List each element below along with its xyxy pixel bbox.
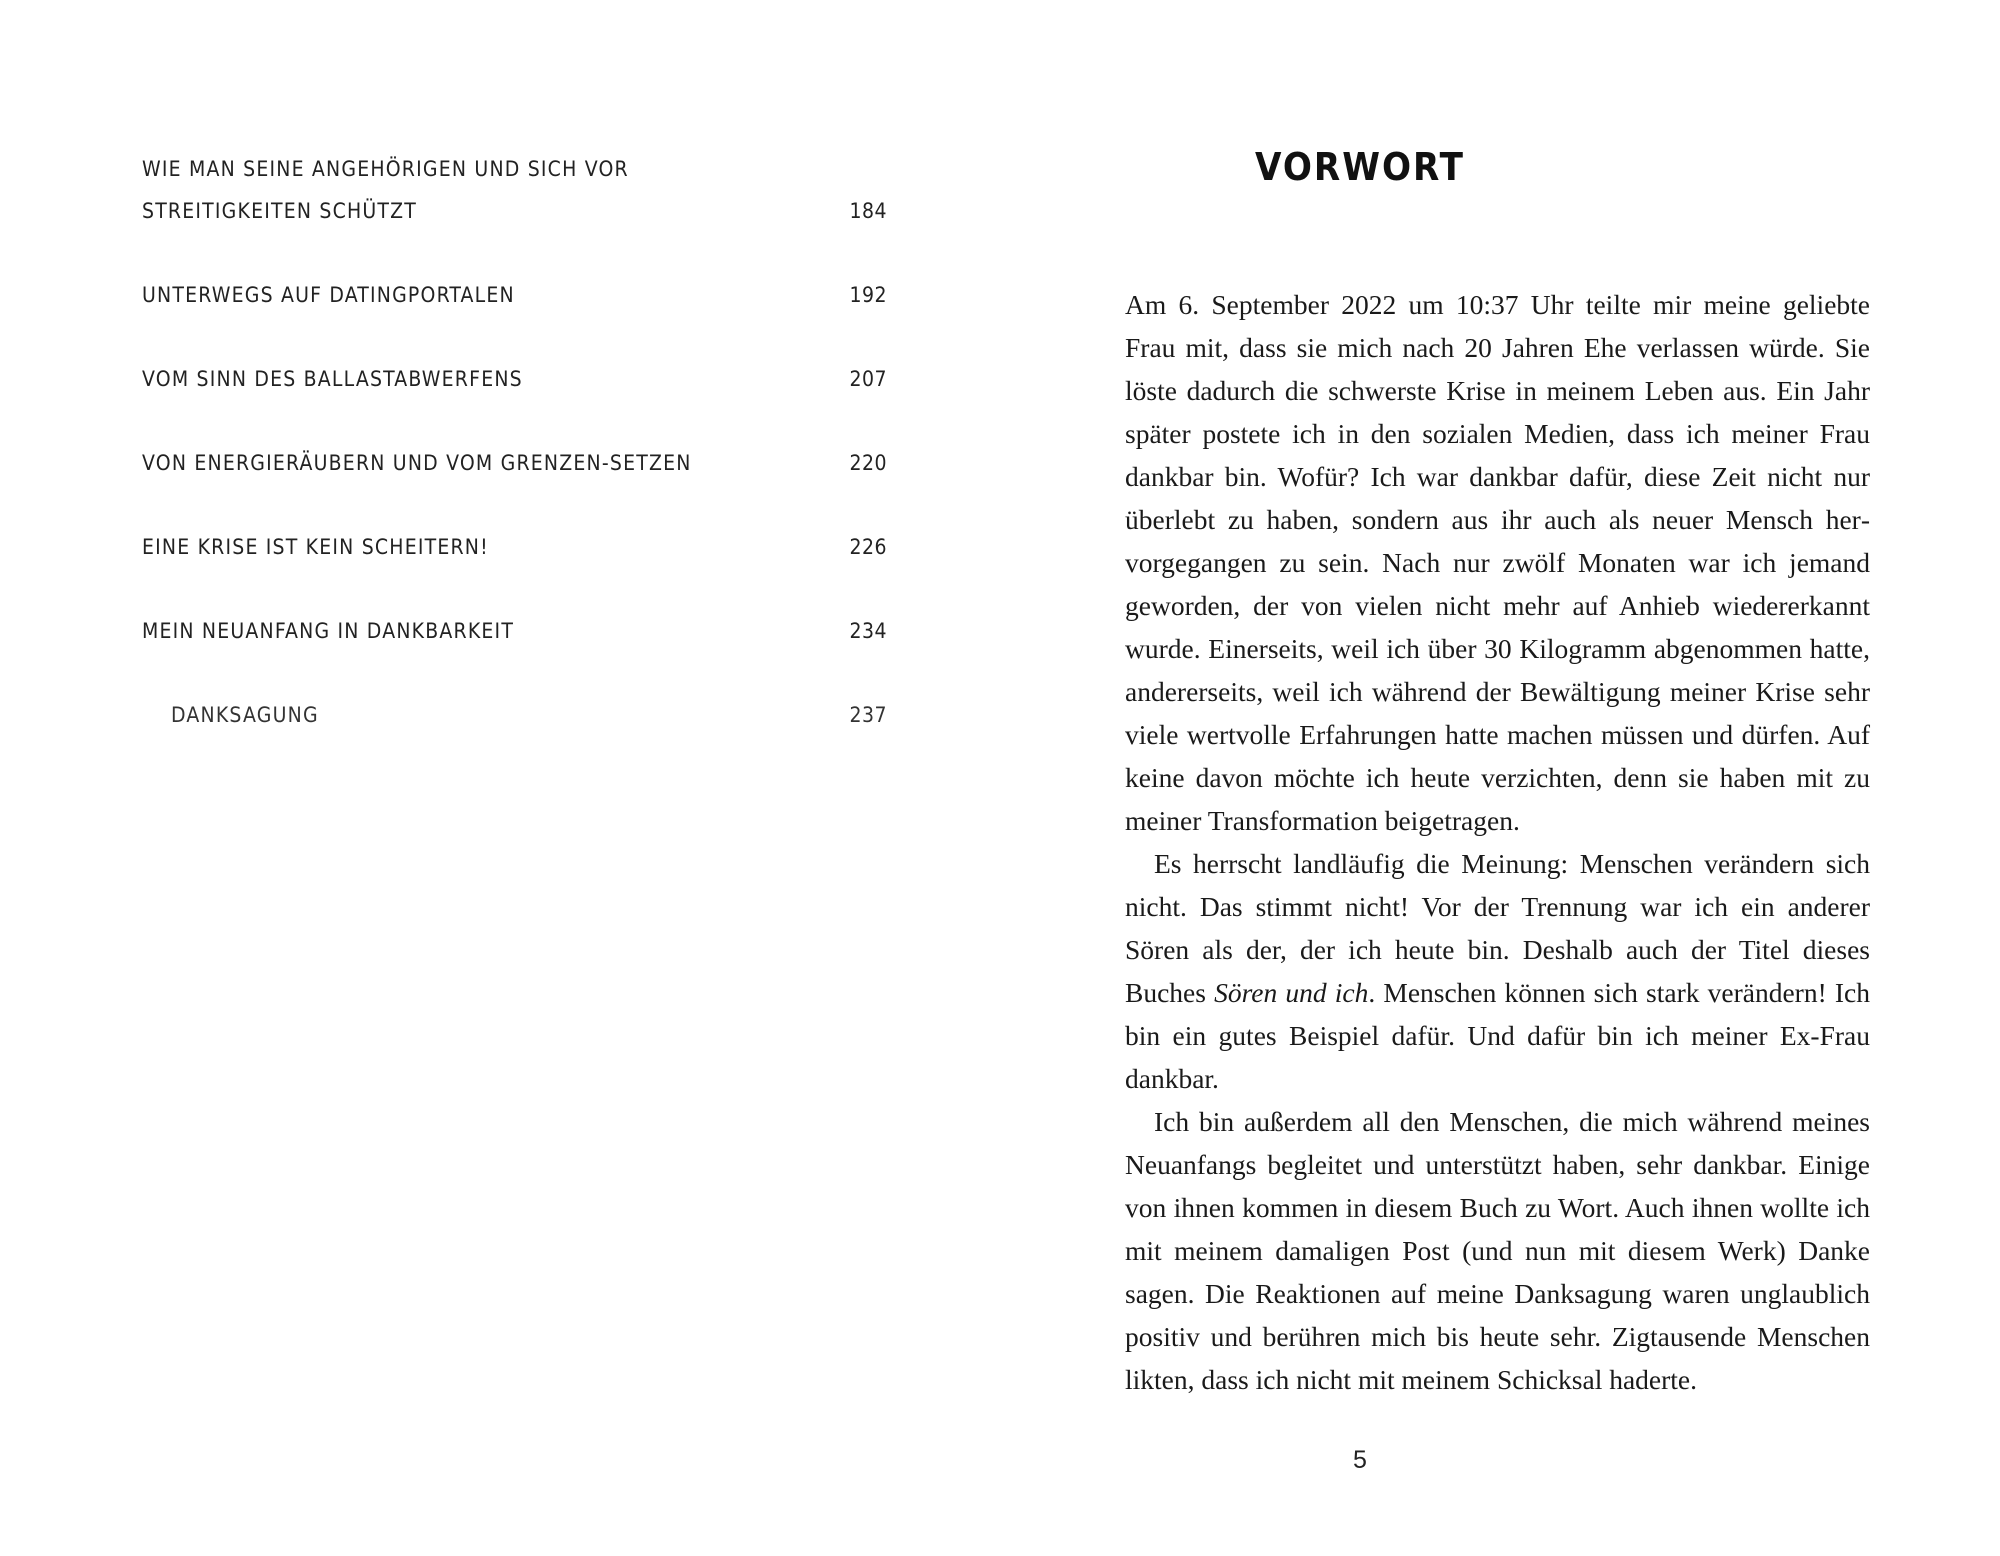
book-title-italic: Sören und ich	[1214, 977, 1369, 1008]
toc-entry-title: WIE MAN SEINE ANGEHÖRIGEN UND SICH VOR	[142, 157, 629, 181]
toc-entry-title: VOM SINN DES BALLASTABWERFENS	[142, 367, 523, 391]
toc-entry-title: EINE KRISE IST KEIN SCHEITERN!	[142, 535, 489, 559]
right-page	[1000, 0, 2000, 1556]
toc-entry	[142, 526, 887, 568]
toc-entry-page: 237	[849, 703, 887, 727]
toc-entry-title: VON ENERGIERÄUBERN UND VOM GRENZEN-SETZEN	[142, 451, 692, 475]
toc-entry-title: MEIN NEUANFANG IN DANKBARKEIT	[142, 619, 515, 643]
toc-entry-title: DANKSAGUNG	[171, 703, 319, 727]
paragraph	[1125, 842, 1870, 1100]
toc-entry-page: 220	[849, 451, 887, 475]
text-run: Am 6. September 2022 um 10:37 Uhr teilte mir meine geliebte Frau mit, dass sie mich nach 20 Jahren Ehe verlassen würde. Sie löste dadurch die schwerste Krise in meinem Leben aus. Ein Jahr später postete ich in den sozialen Medien, dass ich meiner Frau dankbar bin. Wofür? Ich war dankbar dafür, diese Zeit nicht nur überlebt zu haben, sondern aus ihr auch als neuer Mensch hervorgegangen zu sein. Nach nur zwölf Monaten war ich jemand geworden, der von vielen nicht mehr auf Anhieb wiedererkannt wurde. Einerseits, weil ich über 30 Kilogramm abgenommen hatte, andererseits, weil ich während der Bewältigung meiner Krise sehr viele wertvolle Erfahrungen hatte machen müssen und dürfen. Auf keine davon möchte ich heute verzichten, denn sie haben mit zu meiner Transformation beigetragen.	[1125, 289, 1870, 836]
toc-entry	[142, 274, 887, 316]
text-run: . Menschen können sich stark verändern! Ich bin ein gutes Beispiel dafür. Und dafür bin ich meiner Ex-Frau dankbar.	[1125, 977, 1870, 1094]
chapter-title: VORWORT	[1255, 145, 1465, 189]
toc-entry	[142, 442, 887, 484]
toc-entry-title: STREITIGKEITEN SCHÜTZT	[142, 199, 418, 223]
toc-entry-page: 192	[849, 283, 887, 307]
text-run: Es herrscht landläufig die Meinung: Menschen verändern sich nicht. Das stimmt nicht! Vor der Trennung war ich ein anderer Sören als der, der ich heute bin. Deshalb auch der Titel dieses Buches	[1125, 848, 1870, 1008]
toc-entry	[142, 358, 887, 400]
toc-entry-page: 184	[849, 199, 887, 223]
toc-entry	[142, 148, 887, 232]
chapter-body	[1125, 283, 1870, 1401]
table-of-contents	[142, 148, 887, 778]
toc-entry-page: 226	[849, 535, 887, 559]
toc-entry-page: 234	[849, 619, 887, 643]
toc-entry	[142, 694, 887, 736]
toc-entry-page: 207	[849, 367, 887, 391]
paragraph	[1125, 283, 1870, 842]
text-run: Ich bin außerdem all den Menschen, die mich während meines Neuanfangs begleitet und unterstützt haben, sehr dankbar. Einige von ihnen kommen in diesem Buch zu Wort. Auch ihnen wollte ich mit meinem damaligen Post (und nun mit diesem Werk) Danke sagen. Die Reaktionen auf meine Danksagung waren unglaublich positiv und berühren mich bis heute sehr. Zigtausende Menschen likten, dass ich nicht mit meinem Schicksal haderte.	[1125, 1106, 1870, 1395]
toc-entry-title: UNTERWEGS AUF DATINGPORTALEN	[142, 283, 515, 307]
toc-entry	[142, 610, 887, 652]
paragraph	[1125, 1100, 1870, 1401]
page-number: 5	[1353, 1446, 1367, 1474]
